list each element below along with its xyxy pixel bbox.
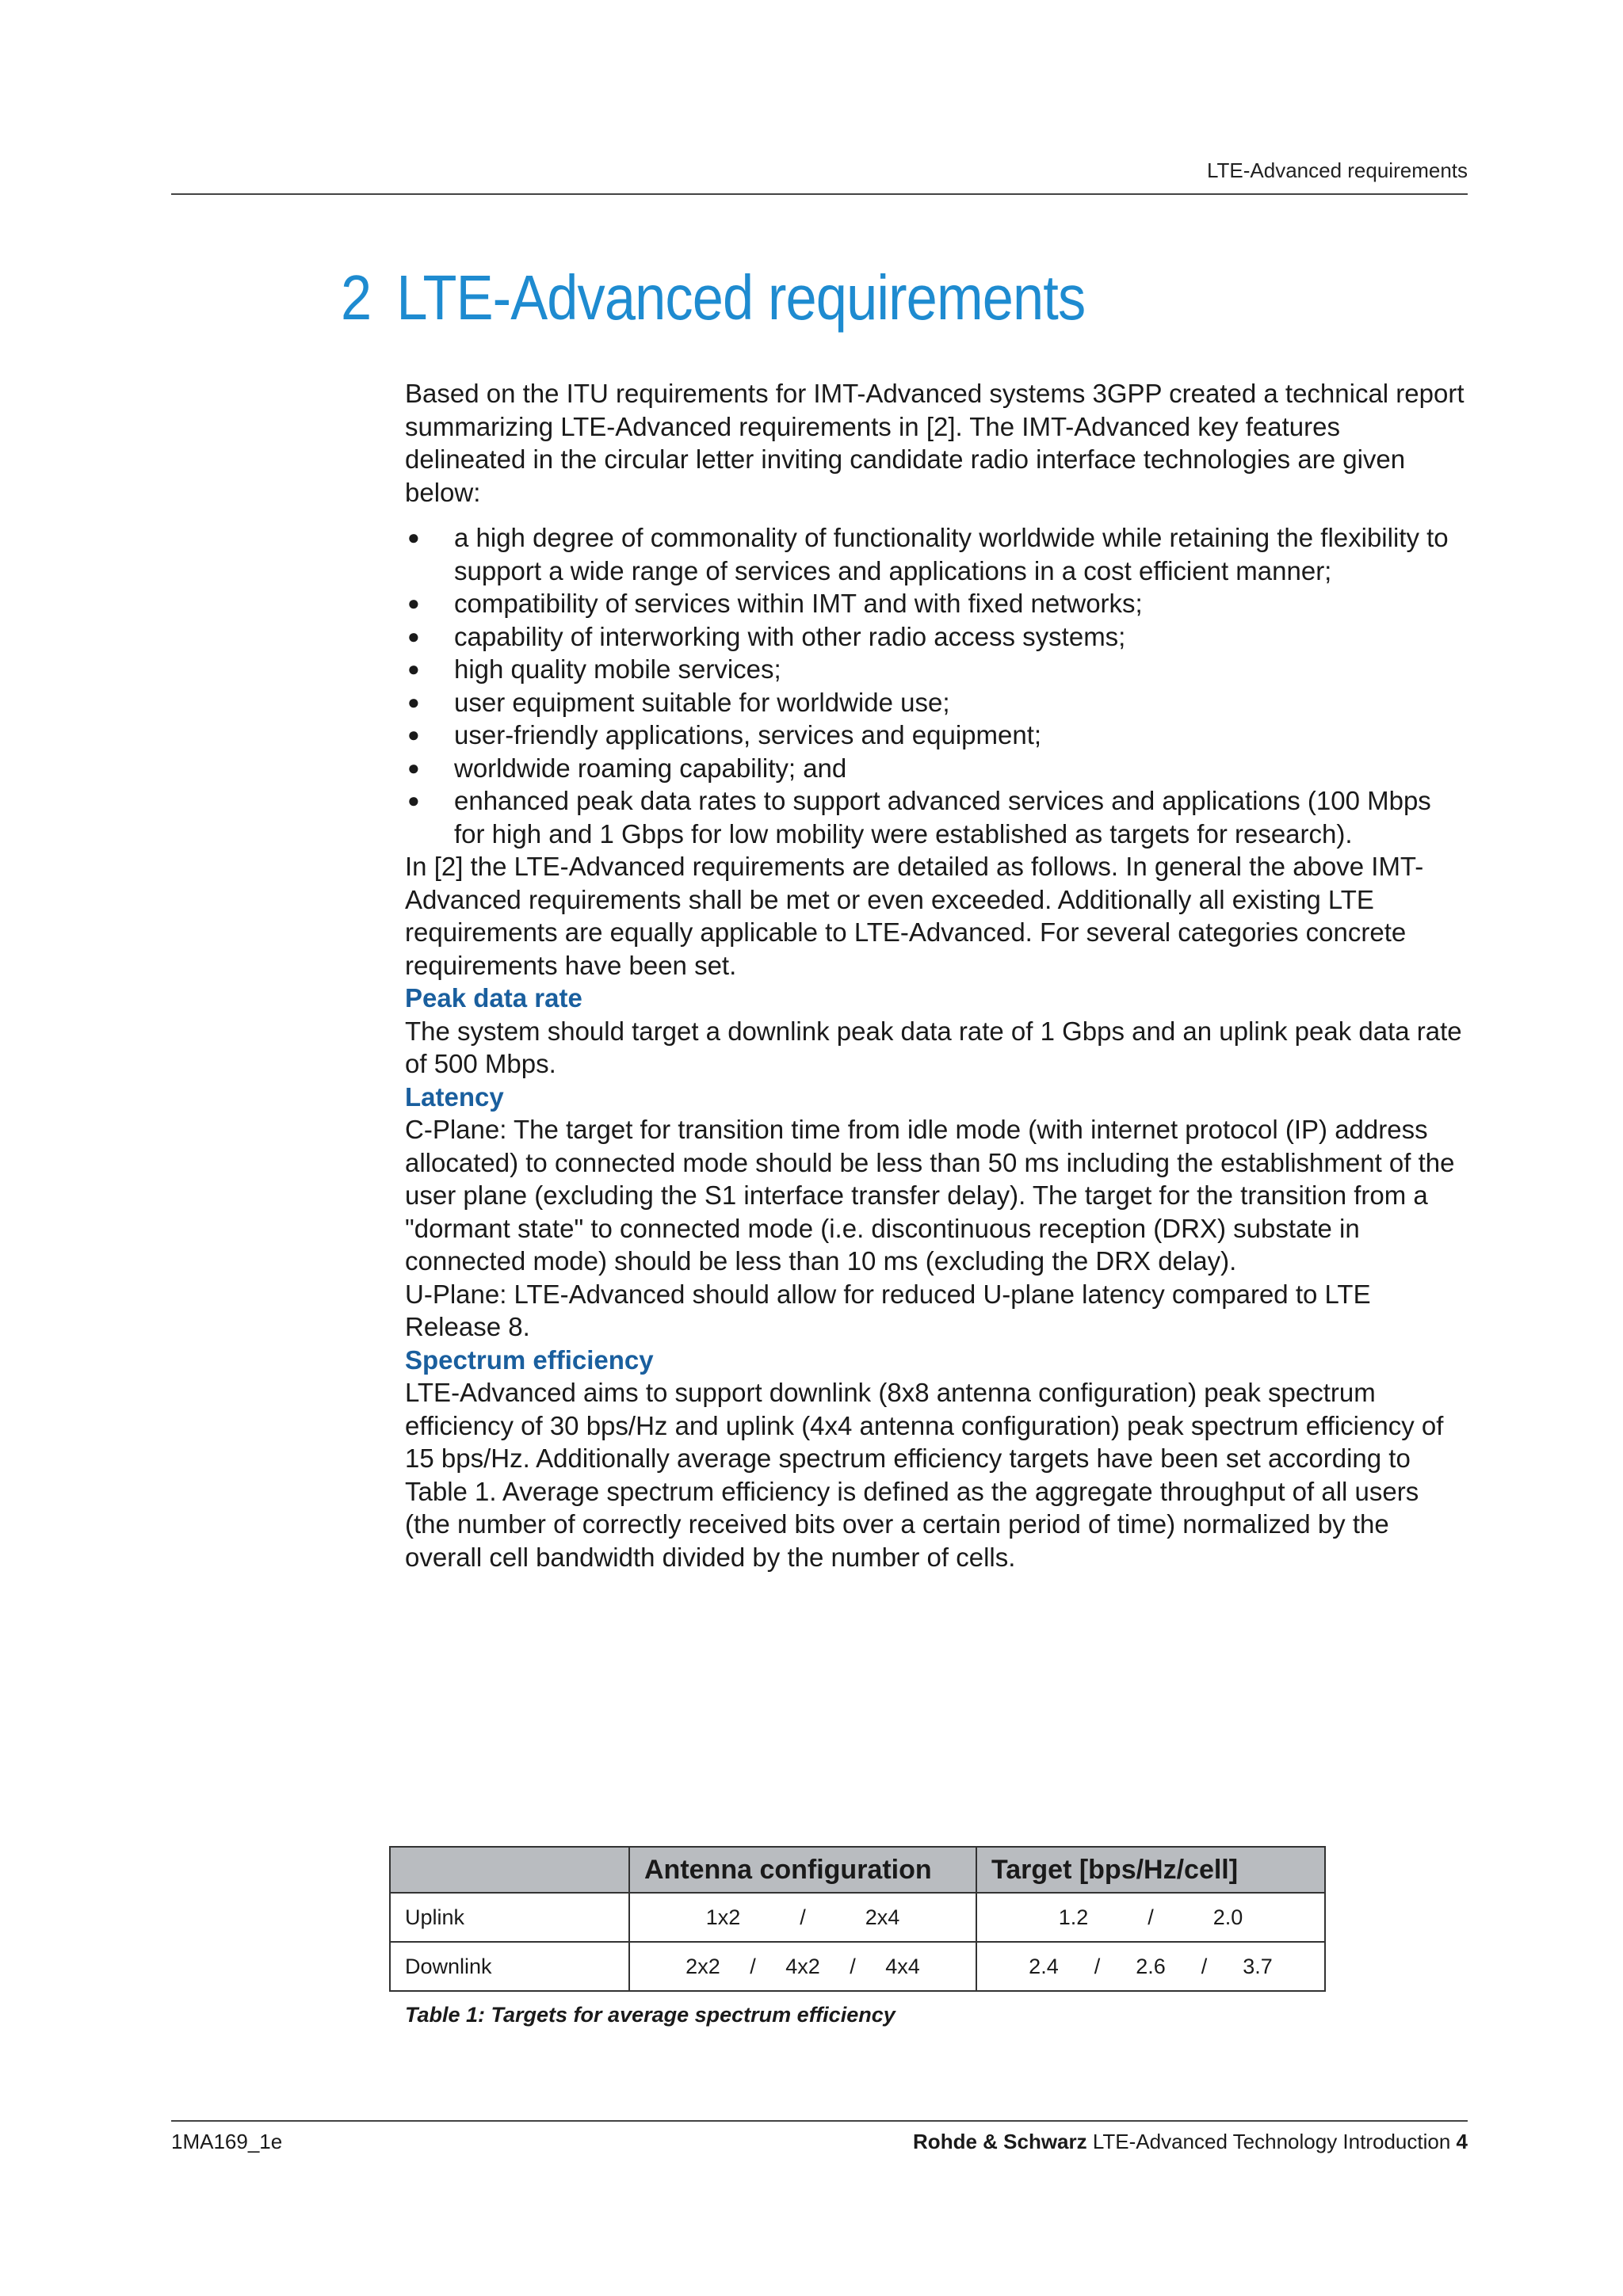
body-content bbox=[405, 377, 1468, 1573]
intro-paragraph: Based on the ITU requirements for IMT-Advanced systems 3GPP created a technical report summarizing LTE-Advanced requirements in [2]. The IMT-Advanced key features delineated in the circular letter inviting candidate radio interface technologies are given below: bbox=[405, 379, 1465, 507]
chapter-title-text: LTE-Advanced requirements bbox=[396, 262, 1086, 333]
table-cell-antenna: 2x2 / 4x2 / 4x4 bbox=[629, 1942, 976, 1991]
list-item: ● a high degree of commonality of functionality worldwide while retaining the flexibility to support a wide range of services and applications in a cost efficient manner; bbox=[407, 523, 1449, 585]
table-cell-antenna: 1x2 / 2x4 bbox=[629, 1893, 976, 1942]
spectrum-efficiency-text: LTE-Advanced aims to support downlink (8x8 antenna configuration) peak spectrum efficiency of 30 bps/Hz and uplink (4x4 antenna configuration) peak spectrum efficiency of 15 bps/Hz. Additionally average spectrum efficiency targets have been set according to Table 1. Average spectrum efficiency is defined as the aggregate throughput of all users (the number of correctly received bits over a certain period of time) normalized by the overall cell bandwidth divided by the number of cells. bbox=[405, 1378, 1444, 1572]
list-item: ● high quality mobile services; bbox=[405, 653, 1468, 686]
list-item: ● compatibility of services within IMT and with fixed networks; bbox=[405, 587, 1468, 620]
requirements-paragraph: In [2] the LTE-Advanced requirements are detailed as follows. In general the above IMT-Advanced requirements shall be met or even exceeded. Additionally all existing LTE requirements are equally applicable to LTE-Advanced. For several categories concrete requirements have been set. bbox=[405, 852, 1424, 980]
spectrum-efficiency-table bbox=[389, 1846, 1326, 1992]
peak-data-rate-text: The system should target a downlink peak data rate of 1 Gbps and an uplink peak data rate of 500 Mbps. bbox=[405, 1016, 1462, 1078]
chapter-title bbox=[341, 262, 1086, 333]
bullet-icon: ● bbox=[407, 624, 420, 648]
list-item: ● user-friendly applications, services and equipment; bbox=[405, 719, 1468, 752]
table-cell-label: Downlink bbox=[390, 1942, 629, 1991]
table-cell-target: 2.4 / 2.6 / 3.7 bbox=[976, 1942, 1325, 1991]
bullet-icon: ● bbox=[407, 689, 420, 714]
bullet-icon: ● bbox=[407, 788, 420, 812]
footer-company: Rohde & Schwarz bbox=[913, 2130, 1087, 2153]
spectrum-efficiency-heading: Spectrum efficiency bbox=[405, 1344, 654, 1375]
table-cell-label: Uplink bbox=[390, 1893, 629, 1942]
bullet-icon: ● bbox=[407, 525, 420, 549]
list-item: ● capability of interworking with other radio access systems; bbox=[405, 620, 1468, 654]
footer-doc-title: LTE-Advanced Technology Introduction bbox=[1092, 2130, 1451, 2153]
bullet-icon: ● bbox=[407, 591, 420, 615]
table-caption: Table 1: Targets for average spectrum efficiency bbox=[405, 2003, 896, 2027]
table-row bbox=[390, 1942, 1325, 1991]
table-header-target: Target [bps/Hz/cell] bbox=[976, 1847, 1325, 1893]
running-header: LTE-Advanced requirements bbox=[1206, 158, 1468, 182]
list-item: ● user equipment suitable for worldwide use; bbox=[405, 686, 1468, 719]
bullet-icon: ● bbox=[407, 657, 420, 681]
table-row bbox=[390, 1893, 1325, 1942]
feature-list bbox=[405, 521, 1468, 850]
chapter-number: 2 bbox=[341, 262, 372, 333]
table-cell-target: 1.2 / 2.0 bbox=[976, 1893, 1325, 1942]
list-item: ● worldwide roaming capability; and bbox=[405, 752, 1468, 785]
latency-cplane-text: C-Plane: The target for transition time from idle mode (with internet protocol (IP) address allocated) to connected mode should be less than 50 ms including the establishment of the user plane (excluding the S1 interface transfer delay). The target for the transition from a "dormant state" to connected mode (i.e. discontinuous reception (DRX) substate in connected mode) should be less than 10 ms (excluding the DRX delay). bbox=[405, 1115, 1455, 1276]
latency-heading: Latency bbox=[405, 1081, 504, 1112]
table-header-antenna: Antenna configuration bbox=[629, 1847, 976, 1893]
footer-rule bbox=[171, 2120, 1468, 2122]
spectrum-table-wrapper bbox=[389, 1846, 1326, 1992]
header-rule bbox=[171, 193, 1468, 195]
footer-page-number: 4 bbox=[1456, 2130, 1468, 2153]
footer-title bbox=[913, 2130, 1468, 2154]
bullet-icon: ● bbox=[407, 755, 420, 780]
peak-data-rate-heading: Peak data rate bbox=[405, 983, 582, 1013]
latency-uplane-text: U-Plane: LTE-Advanced should allow for reduced U-plane latency compared to LTE Release 8. bbox=[405, 1279, 1371, 1341]
bullet-icon: ● bbox=[407, 723, 420, 746]
footer-doc-id: 1MA169_1e bbox=[171, 2130, 283, 2153]
table-header-row bbox=[390, 1847, 1325, 1893]
table-header-blank bbox=[390, 1847, 629, 1893]
list-item: ● enhanced peak data rates to support advanced services and applications (100 Mbps for high and 1 Gbps for low mobility were established as targets for research). bbox=[407, 786, 1431, 849]
